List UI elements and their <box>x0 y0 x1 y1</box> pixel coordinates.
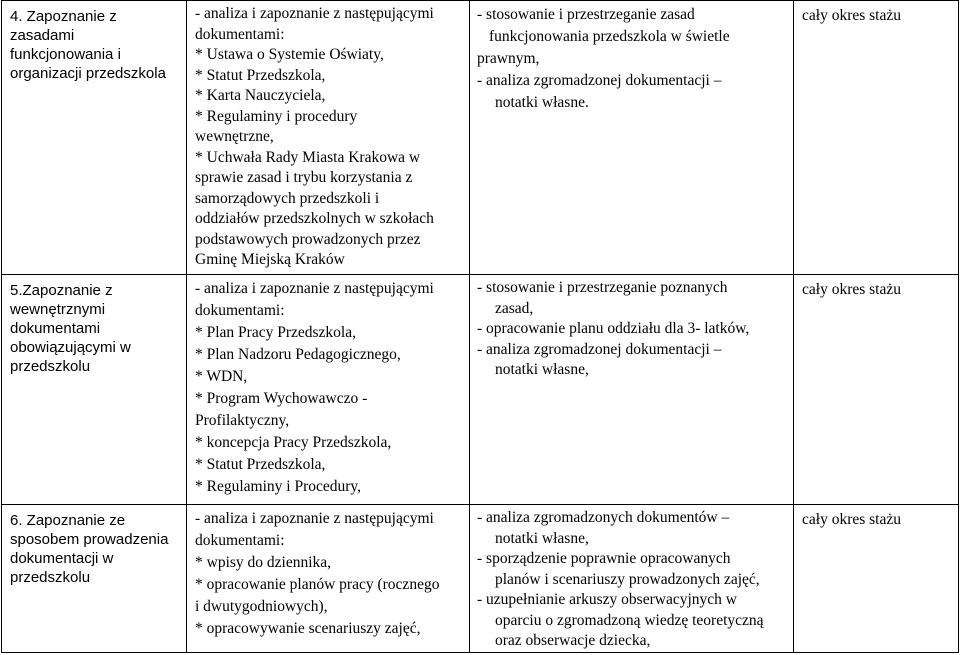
time-label: cały okres stażu <box>802 511 901 528</box>
tasks-line: oparciu o zgromadzoną wiedzę teoretyczną <box>495 611 764 629</box>
topic-line: 6. Zapoznanie ze <box>10 512 126 529</box>
time-label: cały okres stażu <box>802 7 901 24</box>
tasks-line: - analiza zgromadzonej dokumentacji – <box>477 340 722 358</box>
docs-line: * Karta Nauczyciela, <box>195 87 326 104</box>
tasks-cell <box>470 505 794 653</box>
docs-line: * opracowanie planów pracy (rocznego <box>195 576 440 593</box>
docs-line: * opracowywanie scenariuszy zajęć, <box>195 620 421 637</box>
docs-line: samorządowych przedszkoli i <box>195 189 380 207</box>
internship-plan-table <box>1 0 959 653</box>
docs-line: oddziałów przedszkolnych w szkołach <box>195 210 434 227</box>
time-cell <box>794 505 959 653</box>
docs-line: * Program Wychowawczo - <box>195 390 368 407</box>
topic-line: dokumentami <box>10 320 101 337</box>
topic-line: sposobem prowadzenia <box>10 531 169 548</box>
docs-line: dokumentami: <box>195 302 285 319</box>
docs-line: * Regulaminy i Procedury, <box>195 478 362 495</box>
topic-line: wewnętrznymi <box>10 301 106 318</box>
tasks-line: - opracowanie planu oddziału dla 3- latków, <box>477 320 750 337</box>
docs-line: * wpisy do dziennika, <box>195 554 332 571</box>
docs-cell <box>187 505 470 653</box>
docs-line: wewnętrzne, <box>195 128 274 145</box>
topic-line: obowiązującymi w <box>10 339 131 356</box>
docs-line: * WDN, <box>195 368 248 385</box>
docs-line: * Regulaminy i procedury <box>195 107 358 125</box>
tasks-line: - stosowanie i przestrzeganie poznanych <box>477 279 728 296</box>
tasks-line: - sporządzenie poprawnie opracowanych <box>477 550 731 567</box>
table-row <box>2 275 959 505</box>
docs-line: dokumentami: <box>195 532 285 549</box>
tasks-line: prawnym, <box>477 50 540 67</box>
topic-line: przedszkolu <box>10 358 91 375</box>
topic-line: dokumentacji w <box>10 550 114 567</box>
docs-line: * Statut Przedszkola, <box>195 456 326 473</box>
tasks-cell <box>470 275 794 505</box>
tasks-line: notatki własne, <box>495 529 589 547</box>
docs-cell <box>187 275 470 505</box>
tasks-line: - analiza zgromadzonej dokumentacji – <box>477 72 722 89</box>
tasks-line: zasad, <box>495 299 534 317</box>
tasks-line: planów i scenariuszy prowadzonych zajęć, <box>495 570 760 588</box>
table-row <box>2 505 959 653</box>
docs-line: sprawie zasad i trybu korzystania z <box>195 169 413 186</box>
topic-line: zasadami <box>10 27 75 44</box>
docs-line: - analiza i zapoznanie z następującymi <box>195 510 434 527</box>
tasks-line: - stosowanie i przestrzeganie zasad <box>477 6 695 23</box>
docs-line: podstawowych prowadzonych przez <box>195 230 421 248</box>
tasks-line: - uzupełnianie arkuszy obserwacyjnych w <box>477 591 737 608</box>
docs-line: * Plan Nadzoru Pedagogicznego, <box>195 346 401 363</box>
docs-line: * koncepcja Pracy Przedszkola, <box>195 434 392 451</box>
docs-line: dokumentami: <box>195 25 285 43</box>
tasks-line: notatki własne. <box>495 94 589 111</box>
topic-line: przedszkolu <box>10 569 91 586</box>
time-cell <box>794 275 959 505</box>
topic-line: 4. Zapoznanie z <box>10 8 117 25</box>
docs-line: * Uchwała Rady Miasta Krakowa w <box>195 148 421 166</box>
time-cell <box>794 1 959 275</box>
topic-line: funkcjonowania i <box>10 46 121 63</box>
topic-line: 5.Zapoznanie z <box>10 282 113 299</box>
docs-line: Profilaktyczny, <box>195 412 290 429</box>
docs-line: i dwutygodniowych), <box>195 598 328 615</box>
topic-cell <box>2 505 187 653</box>
tasks-line: funkcjonowania przedszkola w świetle <box>489 28 730 45</box>
docs-line: * Plan Pracy Przedszkola, <box>195 324 356 341</box>
docs-line: - analiza i zapoznanie z następującymi <box>195 280 434 297</box>
tasks-line: oraz obserwacje dziecka, <box>495 632 651 649</box>
docs-cell <box>187 1 470 275</box>
tasks-line: notatki własne, <box>495 361 589 378</box>
tasks-cell <box>470 1 794 275</box>
docs-line: - analiza i zapoznanie z następującymi <box>195 5 434 22</box>
docs-line: * Statut Przedszkola, <box>195 66 326 84</box>
topic-cell <box>2 275 187 505</box>
time-label: cały okres stażu <box>802 281 901 298</box>
topic-cell <box>2 1 187 275</box>
tasks-line: - analiza zgromadzonych dokumentów – <box>477 509 730 526</box>
docs-line: * Ustawa o Systemie Oświaty, <box>195 46 384 63</box>
docs-line: Gminę Miejską Kraków <box>195 251 345 268</box>
table-row <box>2 1 959 275</box>
topic-line: organizacji przedszkola <box>10 65 166 82</box>
